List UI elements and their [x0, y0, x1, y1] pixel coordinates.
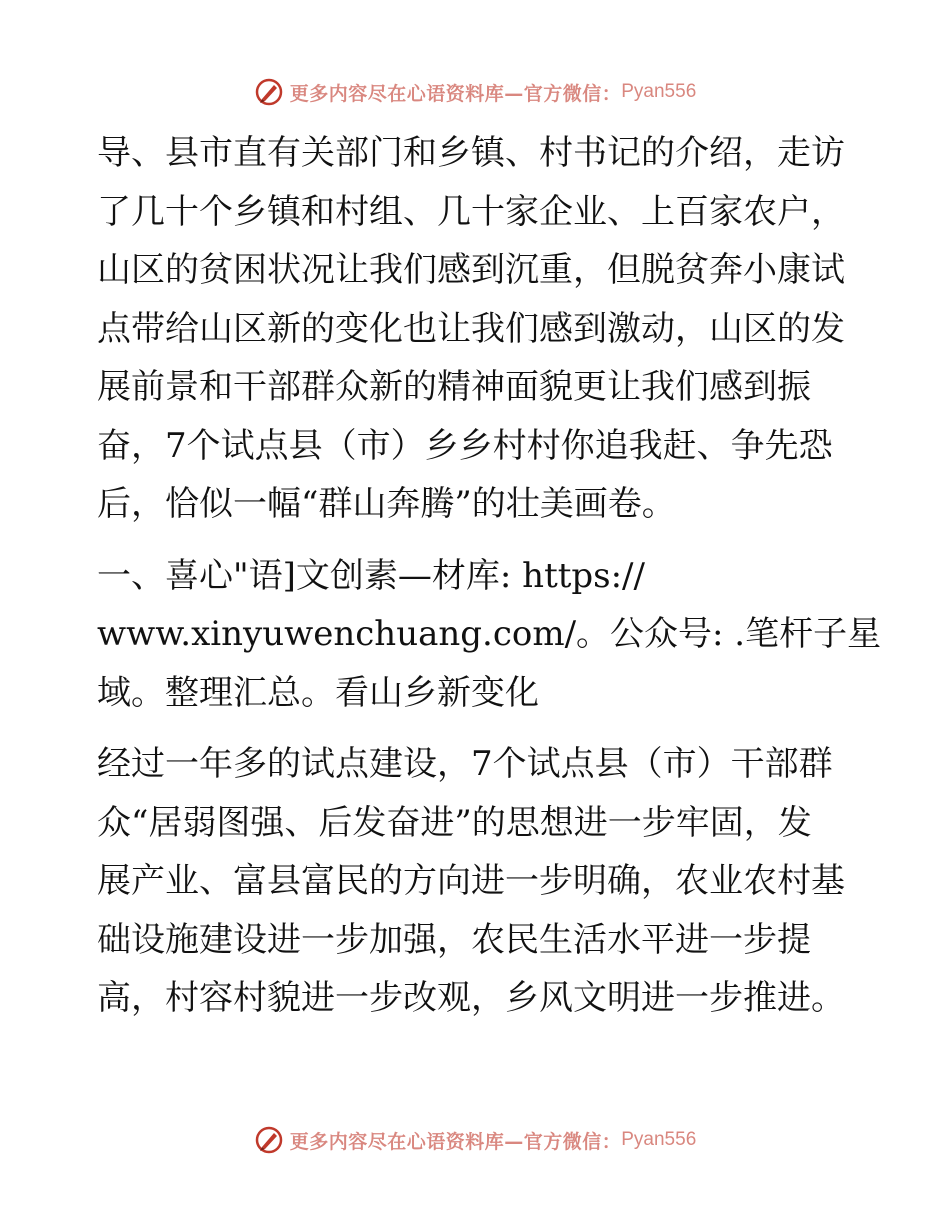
text-line: www.xinyuwenchuang.com/。公众号: .笔杆子星: [97, 614, 882, 654]
pen-logo-icon: [254, 1125, 284, 1155]
text-line: 点带给山区新的变化也让我们感到激动，山区的发: [97, 308, 845, 349]
paragraph-1: [97, 124, 857, 534]
pen-logo-icon: [254, 77, 284, 107]
text-line: 础设施建设进一步加强，农民生活水平进一步提: [97, 919, 811, 960]
text-line: 展前景和干部群众新的精神面貌更让我们感到振: [97, 367, 811, 407]
paragraph-gap: [97, 534, 857, 547]
text-line: 域。整理汇总。看山乡新变化: [97, 672, 539, 713]
header-banner: [0, 72, 950, 112]
text-line: 后，恰似一幅“群山奔腾”的壮美画卷。: [97, 484, 676, 524]
footer-banner-text: 更多内容尽在心语资料库—官方微信：: [289, 1130, 622, 1153]
footer-banner: [0, 1120, 950, 1160]
header-banner-text: 更多内容尽在心语资料库—官方微信：: [289, 82, 622, 105]
paragraph-gap: [97, 722, 857, 735]
text-line: 众“居弱图强、后发奋进”的思想进一步牢固，发: [97, 802, 812, 843]
header-banner-handle: Pyan556: [621, 81, 697, 102]
text-line: 一、喜心"语]文创素—材库: https://: [97, 555, 645, 596]
text-line: 奋，7个试点县（市）乡乡村村你追我赶、争先恐: [97, 425, 833, 466]
document-body: [97, 124, 882, 1028]
paragraph-2: [97, 547, 882, 723]
footer-banner-handle: Pyan556: [621, 1129, 697, 1150]
text-line: 展产业、富县富民的方向进一步明确，农业农村基: [97, 861, 845, 901]
text-line: 导、县市直有关部门和乡镇、村书记的介绍，走访: [97, 133, 845, 173]
text-line: 高，村容村貌进一步改观，乡风文明进一步推进。: [97, 978, 845, 1018]
paragraph-3: [97, 735, 857, 1028]
text-line: 经过一年多的试点建设，7个试点县（市）干部群: [97, 744, 833, 784]
text-line: 了几十个乡镇和村组、几十家企业、上百家农户，: [97, 191, 845, 232]
text-line: 山区的贫困状况让我们感到沉重，但脱贫奔小康试: [97, 250, 845, 290]
